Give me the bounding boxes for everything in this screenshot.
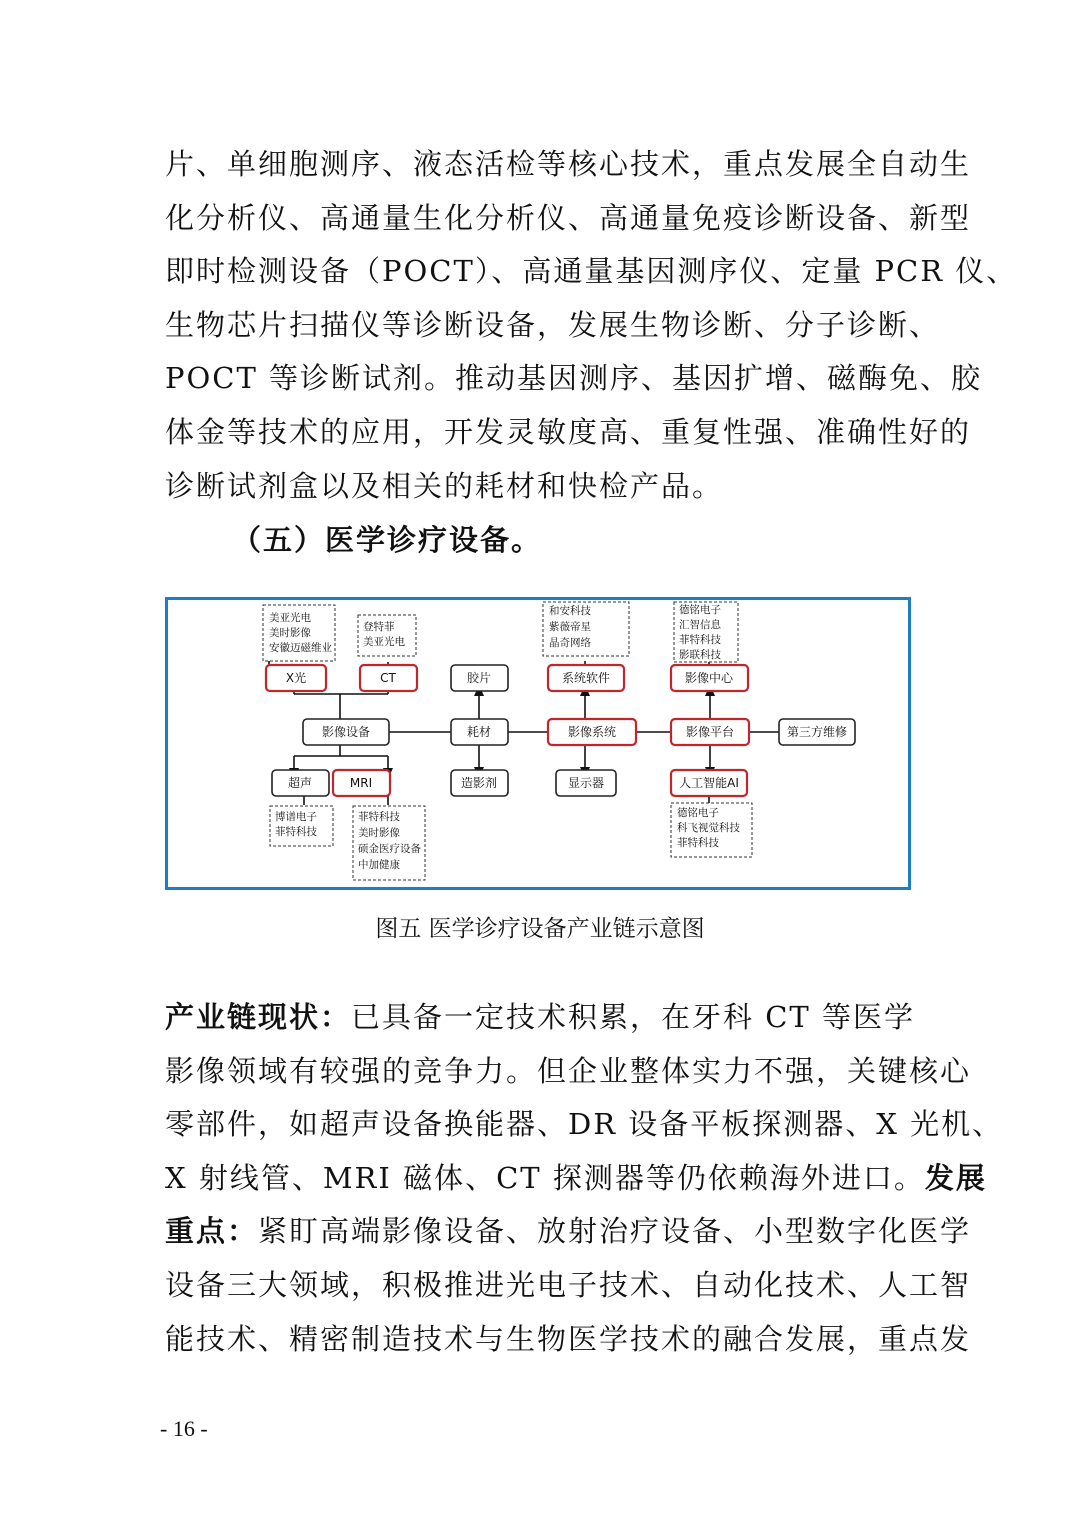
text-line: 即时检测设备（POCT）、高通量基因测序仪、定量 PCR 仪、 — [165, 254, 1018, 289]
svg-text:菲特科技: 菲特科技 — [275, 826, 317, 838]
xray-node — [266, 665, 326, 691]
text-line: POCT 等诊断试剂。推动基因测序、基因扩增、磁酶免、胶 — [165, 361, 983, 396]
bold-run: 发展 — [924, 1160, 987, 1195]
svg-text:美亚光电: 美亚光电 — [363, 636, 405, 648]
mri-node — [333, 770, 390, 796]
svg-text:影联科技: 影联科技 — [679, 649, 721, 661]
consumables-node — [451, 719, 508, 745]
diagram-canvas — [168, 600, 908, 887]
ultrasound-node — [272, 770, 329, 796]
text-line: 片、单细胞测序、液态活检等核心技术，重点发展全自动生 — [165, 147, 972, 181]
svg-text:菲特科技: 菲特科技 — [679, 634, 721, 646]
ai-companies — [671, 803, 752, 857]
svg-text:CT: CT — [380, 671, 396, 685]
text-line — [165, 1045, 972, 1099]
svg-text:德铭电子: 德铭电子 — [679, 604, 721, 616]
imaging-center-companies — [674, 602, 738, 662]
text-line — [165, 1098, 1004, 1152]
svg-text:美时影像: 美时影像 — [269, 627, 311, 639]
imaging-equipment-node — [303, 719, 389, 745]
svg-text:影像设备: 影像设备 — [321, 725, 371, 739]
svg-text:菲特科技: 菲特科技 — [677, 837, 719, 849]
section-heading: （五）医学诊疗设备。 — [232, 523, 543, 557]
svg-text:MRI: MRI — [349, 776, 373, 790]
bold-run: 重点： — [165, 1214, 259, 1249]
imaging-system-node — [548, 719, 636, 745]
svg-text:和安科技: 和安科技 — [549, 605, 591, 617]
text-line: 体金等技术的应用，开发灵敏度高、重复性强、准确性好的 — [165, 414, 972, 449]
svg-text:第三方维修: 第三方维修 — [786, 725, 848, 739]
svg-text:中加健康: 中加健康 — [358, 859, 400, 871]
text-line — [165, 1152, 987, 1206]
system-software-node — [548, 665, 624, 691]
svg-text:超声: 超声 — [287, 776, 313, 790]
text-run: 影像领域有较强的竞争力。但企业整体实力不强，关键核心 — [165, 1053, 972, 1088]
svg-text:影像中心: 影像中心 — [684, 671, 734, 685]
text-run: 设备三大领域，积极推进光电子技术、自动化技术、人工智 — [165, 1267, 972, 1302]
svg-text:德铭电子: 德铭电子 — [677, 807, 719, 819]
text-run: 零部件，如超声设备换能器、DR 设备平板探测器、X 光机、 — [165, 1107, 1004, 1142]
bold-run: 产业链现状： — [165, 1000, 352, 1034]
svg-text:博谱电子: 博谱电子 — [275, 811, 317, 823]
text-line — [165, 1205, 972, 1259]
svg-text:人工智能AI: 人工智能AI — [679, 776, 739, 790]
svg-text:显示器: 显示器 — [567, 776, 605, 790]
text-run: X 射线管、MRI 磁体、CT 探测器等仍依赖海外进口。 — [165, 1160, 925, 1195]
svg-text:造影剂: 造影剂 — [460, 776, 498, 790]
text-run: 已具备一定技术积累，在牙科 CT 等医学 — [351, 1000, 915, 1034]
text-line — [165, 1313, 972, 1367]
svg-text:科飞视觉科技: 科飞视觉科技 — [677, 822, 740, 834]
display-node — [556, 770, 616, 796]
imaging-center-node — [671, 665, 748, 691]
industry-chain-diagram — [165, 597, 911, 890]
third-party-repair-node — [779, 719, 855, 745]
svg-text:美亚光电: 美亚光电 — [269, 612, 311, 624]
ct-companies — [358, 615, 416, 656]
text-run: 能技术、精密制造技术与生物医学技术的融合发展，重点发 — [165, 1321, 972, 1356]
ct-node — [360, 665, 417, 691]
status-paragraph — [165, 991, 1004, 1366]
film-node — [451, 665, 508, 691]
xray-companies — [263, 605, 335, 661]
text-run: 紧盯高端影像设备、放射治疗设备、小型数字化医学 — [258, 1214, 972, 1249]
svg-text:美时影像: 美时影像 — [358, 827, 400, 839]
imaging-platform-node — [671, 719, 749, 745]
text-line: 诊断试剂盒以及相关的耗材和快检产品。 — [165, 468, 724, 503]
svg-text:登特菲: 登特菲 — [363, 621, 395, 633]
svg-text:系统软件: 系统软件 — [561, 671, 611, 685]
svg-text:紫薇帝星: 紫薇帝星 — [549, 621, 591, 633]
svg-text:安徽迈磁维业: 安徽迈磁维业 — [269, 642, 332, 654]
ai-node — [671, 770, 747, 796]
svg-text:X光: X光 — [285, 671, 307, 685]
svg-text:胶片: 胶片 — [466, 671, 492, 685]
contrast-agent-node — [451, 770, 508, 796]
figure-caption: 图五 医学诊疗设备产业链示意图 — [375, 916, 705, 942]
svg-text:影像平台: 影像平台 — [685, 725, 735, 739]
svg-text:硕金医疗设备: 硕金医疗设备 — [358, 843, 421, 855]
text-line: 化分析仪、高通量生化分析仪、高通量免疫诊断设备、新型 — [165, 200, 972, 235]
text-line: 生物芯片扫描仪等诊断设备，发展生物诊断、分子诊断、 — [165, 307, 941, 342]
svg-text:菲特科技: 菲特科技 — [358, 811, 400, 823]
mri-companies — [353, 806, 425, 880]
svg-text:汇智信息: 汇智信息 — [679, 619, 721, 631]
svg-text:耗材: 耗材 — [466, 725, 492, 739]
svg-text:影像系统: 影像系统 — [567, 725, 617, 739]
text-line — [165, 991, 917, 1045]
ultrasound-companies — [270, 806, 333, 846]
svg-text:晶奇网络: 晶奇网络 — [549, 637, 591, 649]
intro-paragraph — [165, 138, 1018, 513]
page-number: - 16 - — [160, 1416, 208, 1441]
system-software-companies — [543, 602, 629, 656]
text-line — [165, 1259, 972, 1313]
